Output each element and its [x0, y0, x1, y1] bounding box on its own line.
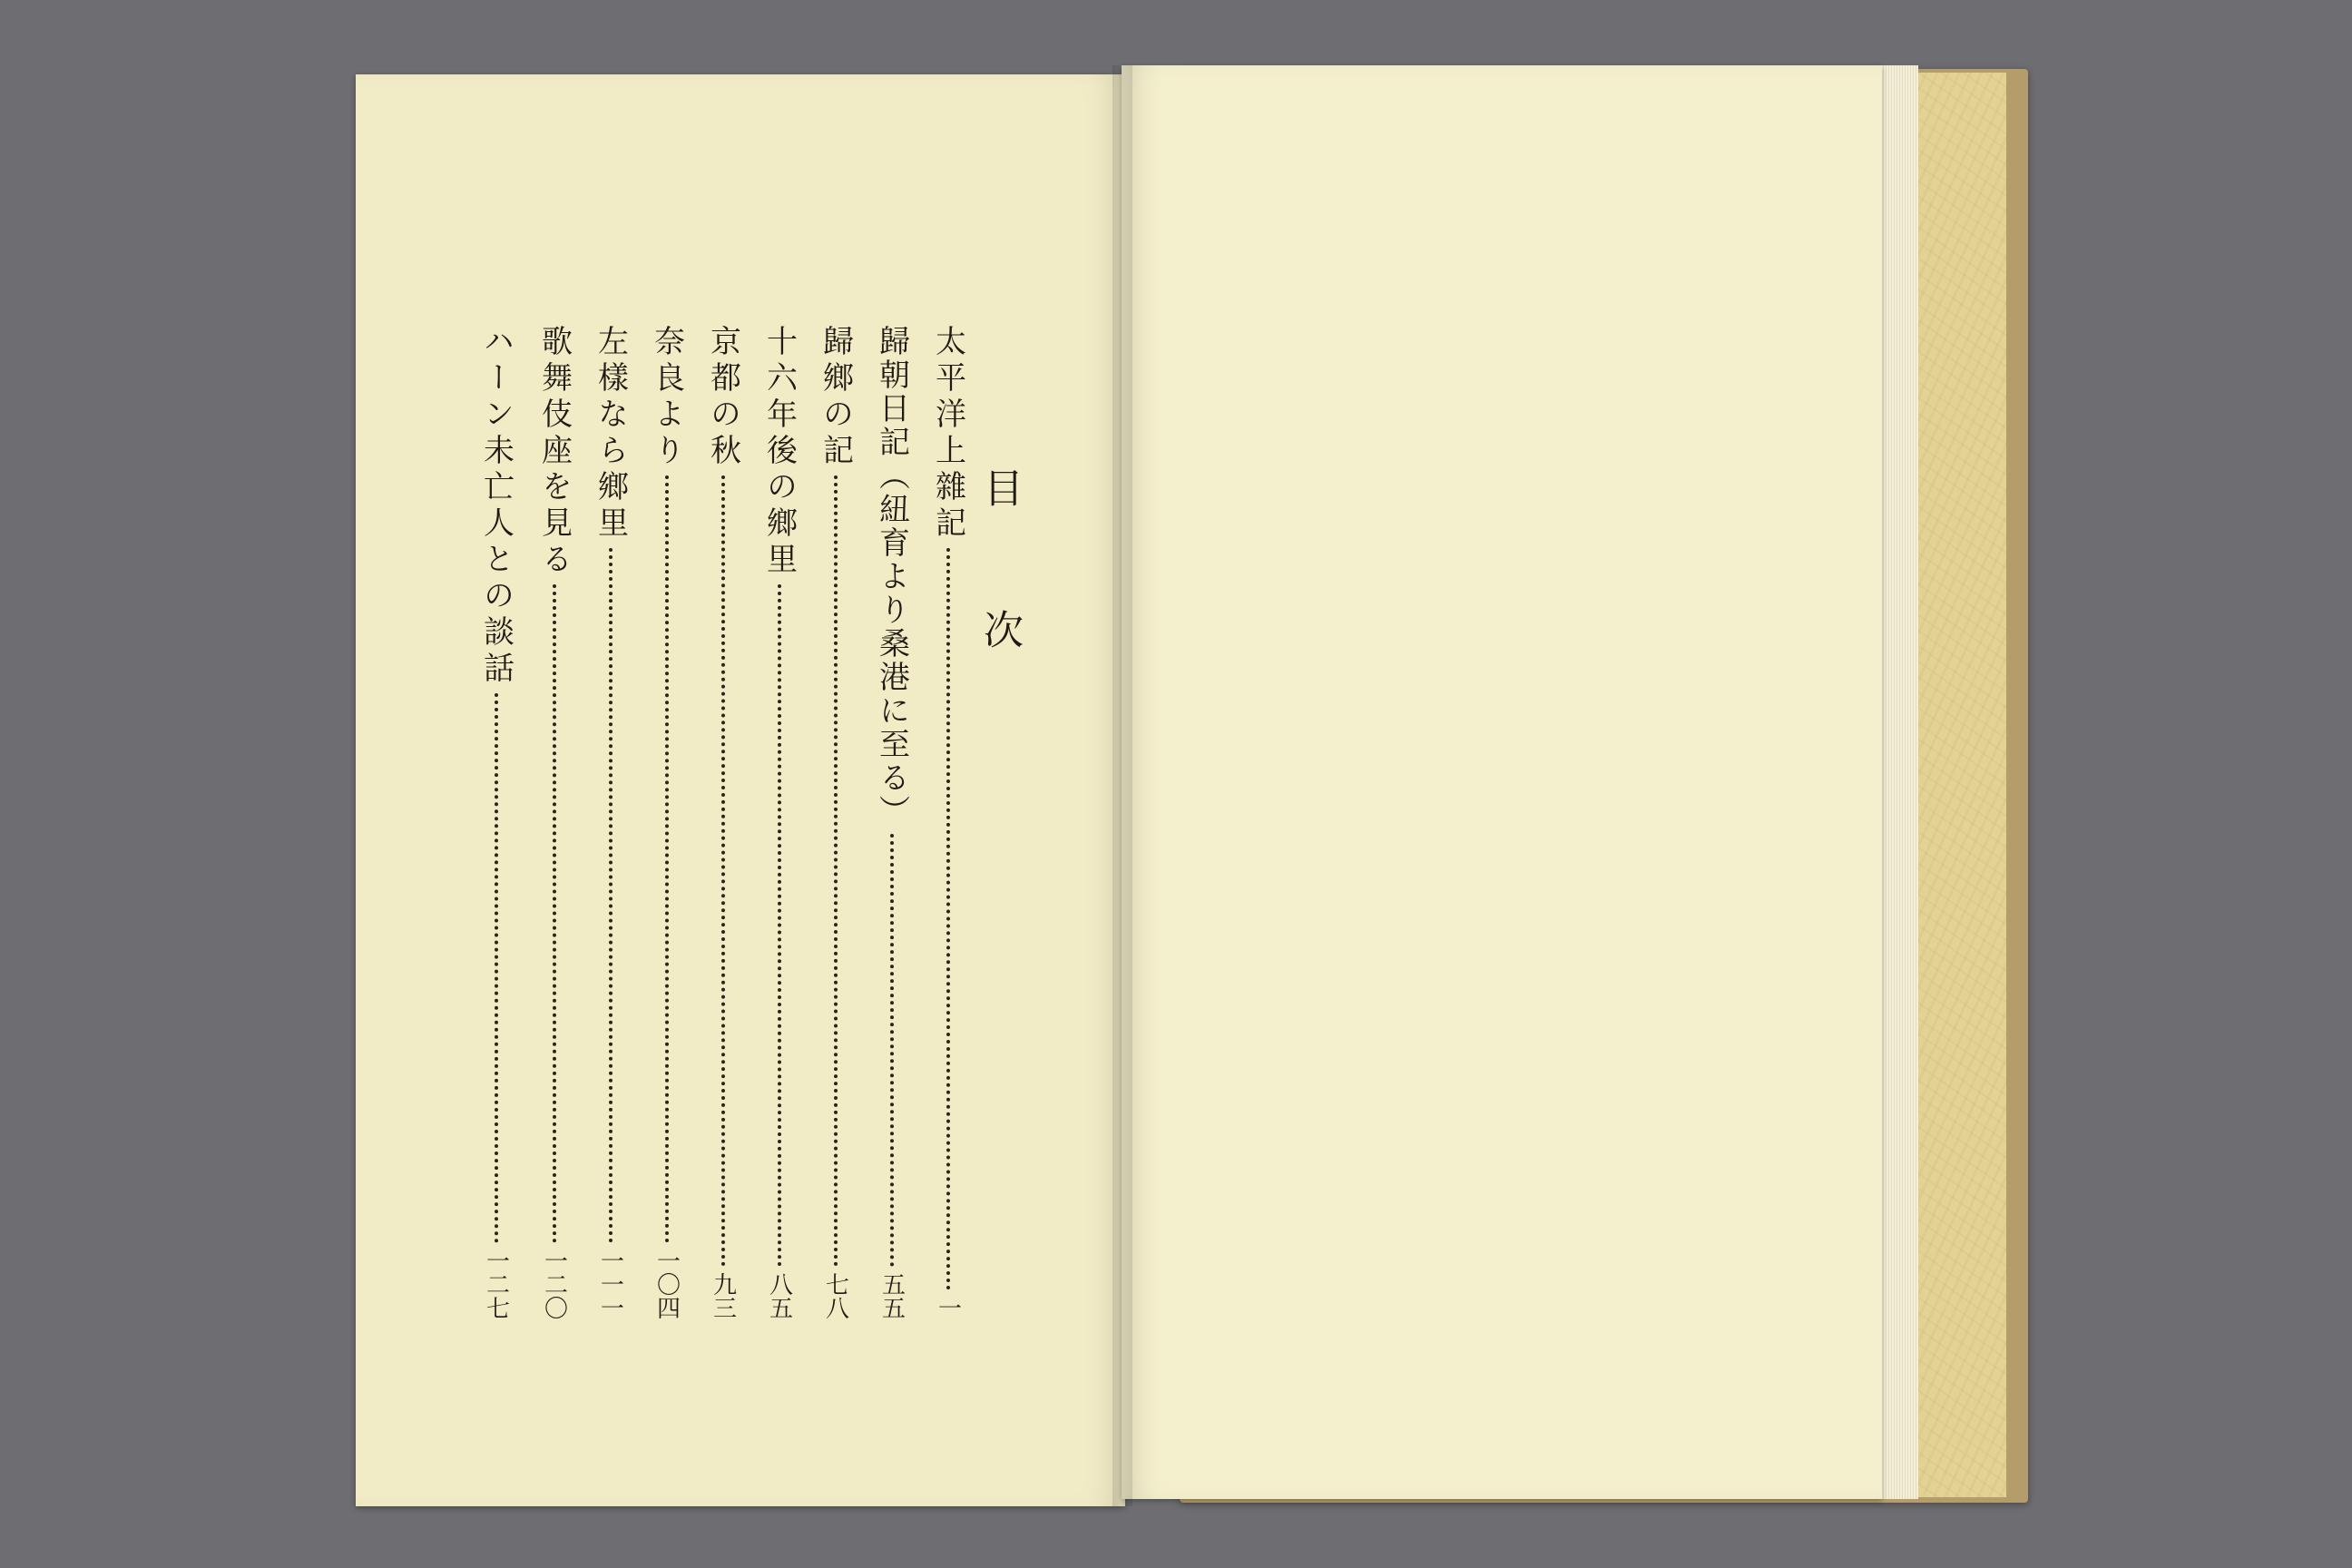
toc-entry-page: 一一一: [596, 1249, 624, 1319]
book-gutter: [1112, 65, 1132, 1506]
toc-leader-dots: [778, 584, 781, 1267]
toc-entry-page: 七八: [821, 1272, 849, 1319]
right-page-blank: [1122, 65, 1882, 1499]
toc-title-char-2: 次: [976, 609, 1023, 649]
toc-entry: [477, 325, 515, 1319]
toc-entry-page: 一二〇: [540, 1249, 568, 1319]
toc-entry-page: 一: [934, 1296, 962, 1319]
toc-title-char-1: 目: [976, 467, 1023, 507]
toc-entry-label: 歸鄉の記: [817, 325, 854, 470]
toc-leader-dots: [946, 548, 950, 1290]
toc-entry: [592, 325, 630, 1319]
page-edges: [1878, 65, 1918, 1499]
toc-entry-label: 歌舞伎座を見る: [535, 325, 573, 579]
toc-leader-dots: [834, 475, 838, 1267]
toc-entry: [817, 325, 855, 1319]
toc-entry-label: 歸朝日記（紐育より桑港に至る）: [873, 325, 910, 828]
toc-entry-label: 十六年後の鄉里: [760, 325, 798, 579]
toc-title: [976, 467, 1028, 649]
toc-entry-label: 奈良より: [648, 325, 685, 470]
toc-entry-label: 京都の秋: [704, 325, 741, 470]
toc-leader-dots: [721, 475, 725, 1267]
toc-leader-dots: [553, 584, 556, 1243]
toc-entry: [648, 325, 686, 1319]
toc-entry-page: 一二七: [482, 1249, 510, 1319]
toc-entry-page: 九三: [709, 1272, 737, 1319]
toc-leader-dots: [890, 834, 894, 1267]
toc-entry: [760, 325, 799, 1319]
toc-entry-label: ハーン未亡人との談話: [477, 325, 514, 688]
toc-entry: [873, 325, 911, 1319]
toc-entry: [704, 325, 742, 1319]
toc-entry-label: 太平洋上雜記: [929, 325, 966, 543]
toc-entry: [535, 325, 573, 1319]
toc-leader-dots: [665, 475, 669, 1243]
toc-entry-page: 八五: [765, 1272, 793, 1319]
toc-entry-page: 一〇四: [652, 1249, 681, 1319]
toc-leader-dots: [495, 693, 498, 1243]
toc-entry-label: 左樣なら鄉里: [592, 325, 629, 543]
toc-entry-page: 五五: [877, 1272, 906, 1319]
toc-leader-dots: [609, 548, 612, 1243]
toc-entry: [929, 325, 967, 1319]
